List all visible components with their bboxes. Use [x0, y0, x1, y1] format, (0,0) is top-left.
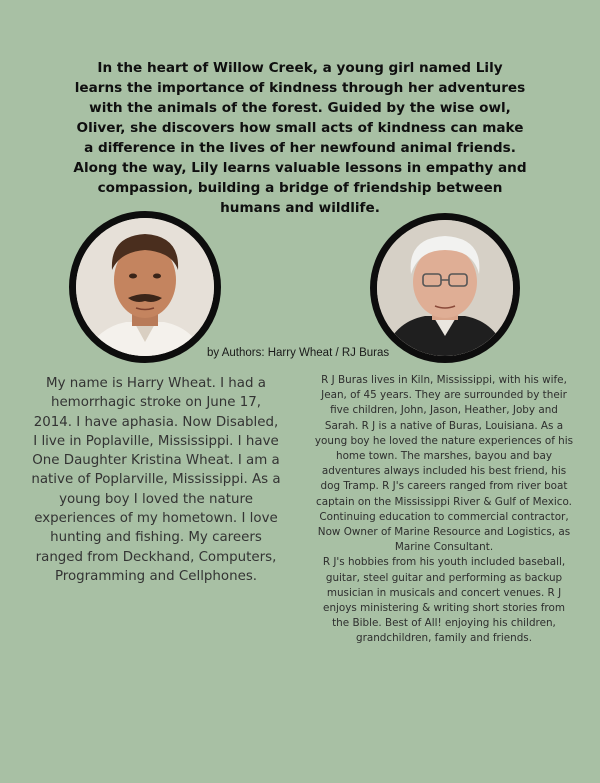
bio-harry-wheat: My name is Harry Wheat. I had a hemorrhagic stroke on June 17, 2014. I have aphasia. Now Disabled, I live in Poplaville, Mississippi. I have One Daughter Kristina Wheat. I am a native of Poplarville, Mississippi. As a young boy I loved the nature experiences of my hometown. I love hunting and fishing. My careers ranged from Deckhand, Computers, Programming and Cellphones. — [31, 376, 281, 584]
author-photo-harry-wheat — [69, 211, 221, 363]
authors-byline: by Authors: Harry Wheat / RJ Buras — [207, 347, 390, 359]
portrait-harry-illustration — [76, 218, 214, 356]
portrait-rj-illustration — [377, 220, 513, 356]
author-photo-rj-buras — [370, 213, 520, 363]
bio-rj-paragraph-2: R J's hobbies from his youth included baseball, guitar, steel guitar and performing as backup musician in musicals and concert venues. R J enjoys ministering & writing short stories from the Bible. Best of All! enjoying his children, grandchildren, family and friends. — [322, 556, 566, 645]
bio-rj-paragraph-1: R J Buras lives in Kiln, Mississippi, with his wife, Jean, of 45 years. They are surrounded by their five children, John, Jason, Heather, Joby and Sarah. R J is a native of Buras, Louisiana. As a young boy he loved the nature experiences of his home town. The marshes, bayou and bay adventures always included his best friend, his dog Tramp. R J's careers ranged from river boat captain on the Mississippi River & Gulf of Mexico. Continuing education to commercial contractor, Now Owner of Marine Resource and Logistics, as Marine Consultant. — [314, 374, 574, 554]
book-description: In the heart of Willow Creek, a young girl named Lily learns the importance of kindness through her adventures with the animals of the forest. Guided by the wise owl, Oliver, she discovers how small acts of kindness can make a difference in the lives of her newfound animal friends. Along the way, Lily learns valuable lessons in empathy and compassion, building a bridge of friendship between humans and wildlife. — [73, 60, 527, 216]
bio-rj-buras — [314, 373, 574, 647]
